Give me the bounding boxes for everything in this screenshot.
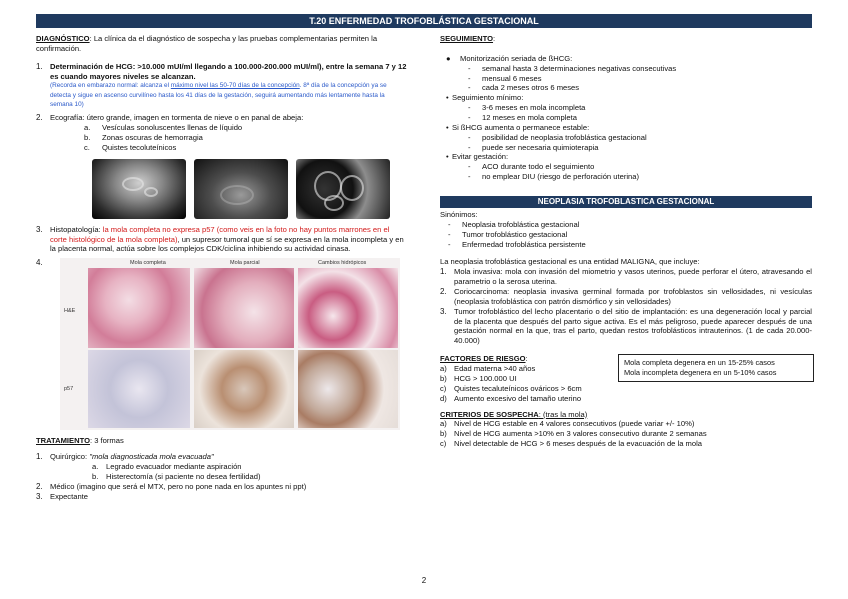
neoplasia-title-bar: NEOPLASIA TROFOBLASTICA GESTACIONAL xyxy=(440,196,812,208)
p57-mola-completa xyxy=(88,350,190,428)
p57-cambios-hidropicos xyxy=(298,350,398,428)
diag-item-3: 3. Histopatología: la mola completa no expresa p57 (como veis en la foto no hay puntos marrones en el corte histológico de la mola completa), un supresor tumoral que sí se expresa en la mola incompleta y en la placenta normal, actúa sobre los complejos CDK/ciclina inhibiendo su actividad cinasa. xyxy=(36,224,404,254)
ecografia-sublist xyxy=(36,123,408,153)
sub-c: c. Quistes tecoluteínicos xyxy=(84,142,177,152)
trat-item-1: 1. Quirúrgico: "mola diagnosticada mola evacuada" a. Legrado evacuador mediante aspiración b. Histerectomía (si paciente no desea fertilidad) xyxy=(36,452,408,482)
factores-list: a) Edad materna >40 años b) HCG > 100.000 UI c) Quistes tecaluteínicos ováricos > 6cm d) Aumento excesivo del tamaño uterino xyxy=(440,364,582,403)
left-column: DIAGNÓSTICO: La clínica da el diagnóstico de sospecha y las pruebas complementarias permiten la confirmación. 1. Determinación de HCG: >10.000 mUI/ml llegando a 100.000-200.000 mUI/ml), entre la semana 7 y 12 es cuando mayores niveles se alcanzan. (Recorda en embarazo normal: alcanza el máximo nivel las 50-70 días de la concepción. 8ª día de la concepción ya se detecta y sigue en ascenso curvilíneo hasta los 41 días de la gestación, seguirá aumentando más lentamente hasta la semana 10) 2. Ecografía: útero grande, imagen en tormenta de nieve o en panal de abeja: a. Vesículas sonoluscentes llenas de líquido b. Zonas oscuras de hemorragia c. Quistes tecoluteínicos 3. Histopatología: la mola completa no expresa p57 (como veis en la foto no hay puntos marrones en el corte histológico de la mola completa), un supresor tumoral que sí se expresa en la mola incompleta y en la placenta normal, actúa sobre los complejos CDK/ciclina inhibiendo su actividad cinasa. 4. Mola completa Mola parcial Cambios hidrópicos H&E p57 TRATAMIENTO: 3 formas 1. Quirúrgico: "mola diagnosticada mola evacuada" a. Legrado evacuador mediante aspiración b. Histerectomía (si paciente no desea fertilidad) 2. Médico (imagino que será el MTX, pero no pone nada en los apuntes ni ppt) 3. Expectante xyxy=(36,34,407,501)
diagnostico-heading: DIAGNÓSTICO xyxy=(36,34,90,43)
neoplasia-list: 1. Mola invasiva: mola con invasión del miometrio y vasos uterinos, puede perforar el útero, atravesando el parametrio o la serosa uterina. 2. Coriocarcinoma: neoplasia invasiva germinal formada por trofoblastos sin vellosidades, ni vesículas (neoplasia trofoblástica con patrón dismórfico y sin vellosidades) 3. Tumor trofoblástico del lecho placentario o del sitio de implantación: es una degeneración local y parcial de la placenta que después del parto sigue activa. Es el más peligroso, puede aparecer después de una gestación normal en la que, tras el parto, quedan restos trofoblásticos intrauterinos. (1 de cada 20.000-40.000) xyxy=(440,267,812,346)
he-mola-completa xyxy=(88,268,190,348)
tratamiento-heading: TRATAMIENTO xyxy=(36,436,90,446)
factores-section: FACTORES DE RIESGO: a) Edad materna >40 años b) HCG > 100.000 UI c) Quistes tecaluteínicos ováricos > 6cm d) Aumento excesivo del tamaño uterino Mola completa degenera en un 15-25% casos Mola incompleta degenera en un 5-10% casos xyxy=(440,354,812,403)
neoplasia-intro: La neoplasia trofoblástica gestacional es una entidad MALIGNA, que incluye: xyxy=(440,257,700,267)
sinonimos-list: - Neoplasia trofoblástica gestacional - Tumor trofoblástico gestacional - Enfermedad trofoblástica persistente xyxy=(440,220,812,250)
degeneration-box: Mola completa degenera en un 15-25% casos Mola incompleta degenera en un 5-10% casos xyxy=(618,354,814,382)
ultrasound-image-1 xyxy=(92,159,186,219)
factores-heading: FACTORES DE RIESGO xyxy=(440,354,526,364)
trat-item-3: 3. Expectante xyxy=(36,491,88,501)
histology-figure: Mola completa Mola parcial Cambios hidrópicos H&E p57 xyxy=(60,258,400,430)
seguimiento-heading: SEGUIMIENTO: xyxy=(440,34,496,43)
diag-item-1: 1. Determinación de HCG: >10.000 mUI/ml llegando a 100.000-200.000 mUI/ml), entre la semana 7 y 12 es cuando mayores niveles se alcanzan. (Recorda en embarazo normal: alcanza el máximo nivel las 50-70 días de la concepción. 8ª día de la concepción ya se detecta y sigue en ascenso curvilíneo hasta los 41 días de la gestación, seguirá aumentando más lentamente hasta la semana 10) xyxy=(36,61,407,108)
ultrasound-images xyxy=(92,159,408,219)
diag-item-2: 2. Ecografía: útero grande, imagen en tormenta de nieve o en panal de abeja: a. Vesículas sonoluscentes llenas de líquido b. Zonas oscuras de hemorragia c. Quistes tecoluteínicos xyxy=(36,113,408,152)
quirurgico-sublist: a. Legrado evacuador mediante aspiración b. Histerectomía (si paciente no desea fertilidad) xyxy=(92,462,261,481)
ultrasound-image-2 xyxy=(194,159,288,219)
diag-item-1-note: (Recorda en embarazo normal: alcanza el máximo nivel las 50-70 días de la concepción. 8ª día de la concepción ya se detecta y sigue en ascenso curvilíneo hasta los 41 días de la gestación, seguirá aumentando más lentamente hasta la semana 10) xyxy=(50,82,387,108)
page-title: T.20 ENFERMEDAD TROFOBLÁSTICA GESTACIONAL xyxy=(36,14,812,28)
sub-b: b. Zonas oscuras de hemorragia xyxy=(84,133,203,142)
he-mola-parcial xyxy=(194,268,294,348)
criterios-heading: CRITERIOS DE SOSPECHA xyxy=(440,409,539,419)
criterios-section: CRITERIOS DE SOSPECHA: (tras la mola) a) Nivel de HCG estable en 4 valores consecutivos (puede variar +/- 10%) b) Nivel de HCG aumenta >10% en 3 valores consecutivo durante 2 semanas c) Nivel detectable de HCG > 6 meses después de la evacuación de la mola xyxy=(440,409,707,449)
trat-item-2: 2. Médico (imagino que será el MTX, pero no pone nada en los apuntes ni ppt) xyxy=(36,481,307,491)
tratamiento-intro: TRATAMIENTO: 3 formas xyxy=(36,436,124,446)
sub-a: a. Vesículas sonoluscentes llenas de líquido xyxy=(84,123,243,133)
right-column xyxy=(440,34,812,449)
seguimiento-list: ● Monitorización seriada de ßHCG: - semanal hasta 3 determinaciones negativas consecutivas - mensual 6 meses - cada 2 meses otros 6 meses • Seguimiento mínimo: - 3-6 meses en mola incompleta - 12 meses en mola completa • Si ßHCG aumenta o permanece estable: - posibilidad de neoplasia trofoblástica gestacional - puede ser necesaria quimioterapia • Evitar gestación: - ACO durante todo el seguimiento - no emplear DIU (riesgo de perforación uterina) xyxy=(440,54,812,182)
diagnostico-intro: DIAGNÓSTICO: La clínica da el diagnóstico de sospecha y las pruebas complementarias permiten la confirmación. xyxy=(36,34,378,53)
ultrasound-image-3 xyxy=(296,159,390,219)
p57-mola-parcial xyxy=(194,350,294,428)
page-number: 2 xyxy=(421,576,427,585)
he-cambios-hidropicos xyxy=(298,268,398,348)
sinonimos-label: Sinónimos: xyxy=(440,210,478,220)
